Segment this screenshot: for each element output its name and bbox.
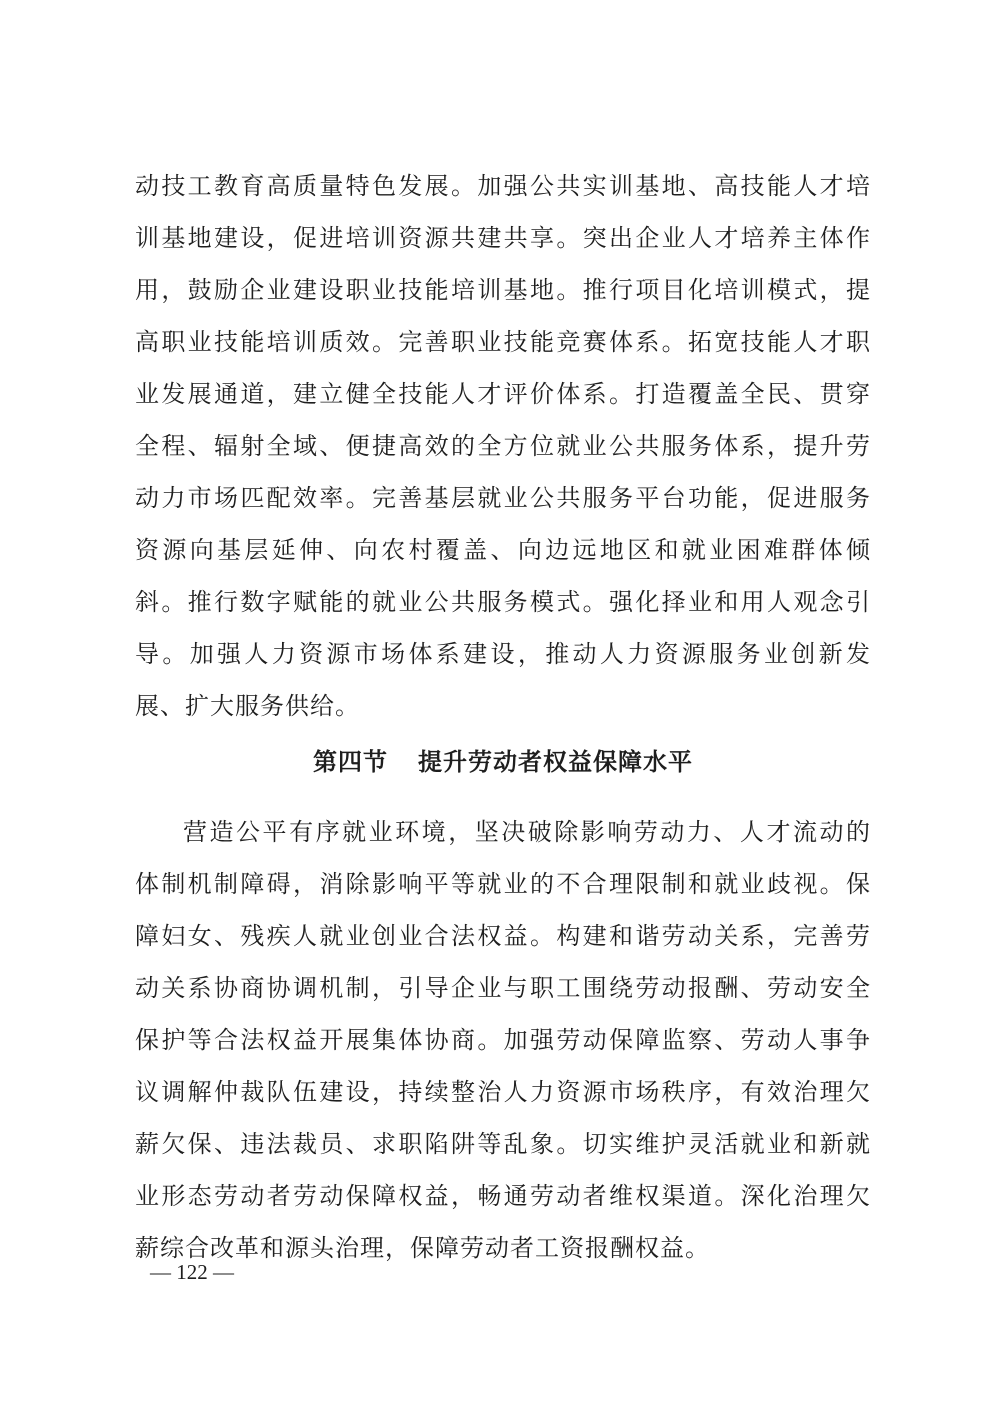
section-number: 第四节 xyxy=(313,747,388,776)
section-heading xyxy=(135,736,871,788)
text-line: 体制机制障碍，消除影响平等就业的不合理限制和就业歧视。保 xyxy=(135,870,871,898)
text-line: 薪欠保、违法裁员、求职陷阱等乱象。切实维护灵活就业和新就 xyxy=(135,1130,871,1158)
page-number: — 122 — xyxy=(150,1260,234,1284)
text-line: 议调解仲裁队伍建设，持续整治人力资源市场秩序，有效治理欠 xyxy=(135,1078,871,1106)
text-line: 斜。推行数字赋能的就业公共服务模式。强化择业和用人观念引 xyxy=(135,588,871,616)
text-line: 障妇女、残疾人就业创业合法权益。构建和谐劳动关系，完善劳 xyxy=(135,922,871,950)
text-line: 动力市场匹配效率。完善基层就业公共服务平台功能，促进服务 xyxy=(135,484,871,512)
text-line: 用，鼓励企业建设职业技能培训基地。推行项目化培训模式，提 xyxy=(135,276,871,304)
text-line: 动关系协商协调机制，引导企业与职工围绕劳动报酬、劳动安全 xyxy=(135,974,871,1002)
text-line: 动技工教育高质量特色发展。加强公共实训基地、高技能人才培 xyxy=(135,172,871,200)
text-line: 展、扩大服务供给。 xyxy=(135,692,360,720)
text-line: 薪综合改革和源头治理，保障劳动者工资报酬权益。 xyxy=(135,1234,710,1262)
text-line: 营造公平有序就业环境，坚决破除影响劳动力、人才流动的 xyxy=(183,818,871,846)
body-paragraph-2 xyxy=(135,806,871,1274)
body-paragraph-1 xyxy=(135,160,871,732)
text-line: 业形态劳动者劳动保障权益，畅通劳动者维权渠道。深化治理欠 xyxy=(135,1182,871,1210)
text-line: 导。加强人力资源市场体系建设，推动人力资源服务业创新发 xyxy=(135,640,871,668)
text-line: 高职业技能培训质效。完善职业技能竞赛体系。拓宽技能人才职 xyxy=(135,328,871,356)
text-line: 资源向基层延伸、向农村覆盖、向边远地区和就业困难群体倾 xyxy=(135,536,871,564)
section-title: 提升劳动者权益保障水平 xyxy=(418,747,693,776)
text-line: 业发展通道，建立健全技能人才评价体系。打造覆盖全民、贯穿 xyxy=(135,380,871,408)
text-line: 全程、辐射全域、便捷高效的全方位就业公共服务体系，提升劳 xyxy=(135,432,871,460)
text-line: 保护等合法权益开展集体协商。加强劳动保障监察、劳动人事争 xyxy=(135,1026,871,1054)
text-line: 训基地建设，促进培训资源共建共享。突出企业人才培养主体作 xyxy=(135,224,871,252)
